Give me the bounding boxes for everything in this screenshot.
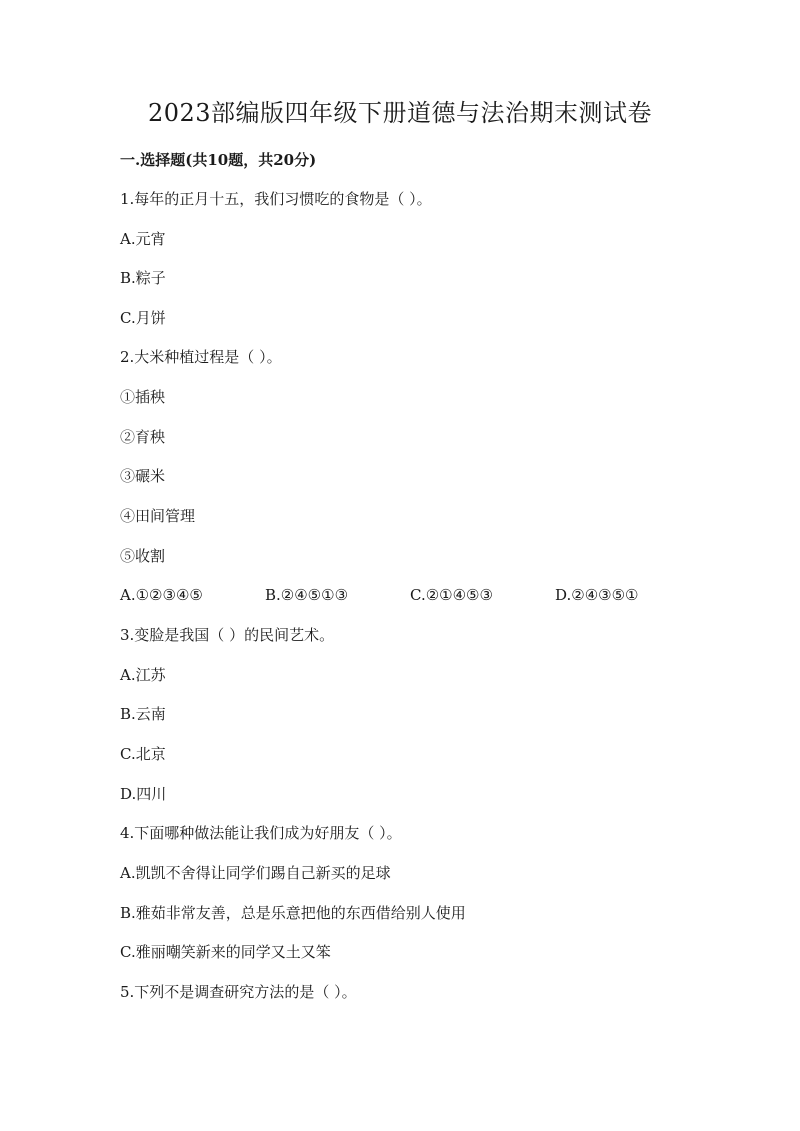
question-1-stem: 1.每年的正月十五，我们习惯吃的食物是（ ）。 [120, 190, 432, 208]
question-1-option-a: A.元宵 [120, 230, 166, 248]
question-2-step-1: ①插秧 [120, 388, 166, 406]
question-2-step-5: ⑤收割 [120, 547, 166, 565]
question-2-option-a: A.①②③④⑤ [120, 586, 203, 604]
question-2-step-2: ②育秧 [120, 428, 166, 446]
question-3-option-a: A.江苏 [120, 666, 166, 684]
question-1-option-c: C.月饼 [120, 309, 166, 327]
question-3-option-b: B.云南 [120, 705, 166, 723]
exam-title: 2023部编版四年级下册道德与法治期末测试卷 [147, 99, 653, 127]
question-1-option-b: B.粽子 [120, 269, 166, 287]
question-4-option-b: B.雅茹非常友善，总是乐意把他的东西借给别人使用 [120, 904, 466, 922]
question-3-stem: 3.变脸是我国（ ）的民间艺术。 [120, 626, 335, 644]
question-2-step-3: ③碾米 [120, 467, 166, 485]
question-5-stem: 5.下列不是调查研究方法的是（ ）。 [120, 983, 357, 1001]
question-4-stem: 4.下面哪种做法能让我们成为好朋友（ ）。 [120, 824, 402, 842]
question-4-option-a: A.凯凯不舍得让同学们踢自己新买的足球 [120, 864, 391, 882]
question-3-option-d: D.四川 [120, 785, 167, 803]
question-2-option-b: B.②④⑤①③ [265, 586, 349, 604]
question-2-stem: 2.大米种植过程是（ ）。 [120, 348, 282, 366]
question-4-option-c: C.雅丽嘲笑新来的同学又土又笨 [120, 943, 331, 961]
question-2-option-d: D.②④③⑤① [555, 586, 639, 604]
section-heading: 一.选择题(共10题，共20分) [120, 151, 317, 169]
question-2-option-c: C.②①④⑤③ [410, 586, 493, 604]
question-2-step-4: ④田间管理 [120, 507, 196, 525]
question-3-option-c: C.北京 [120, 745, 166, 763]
